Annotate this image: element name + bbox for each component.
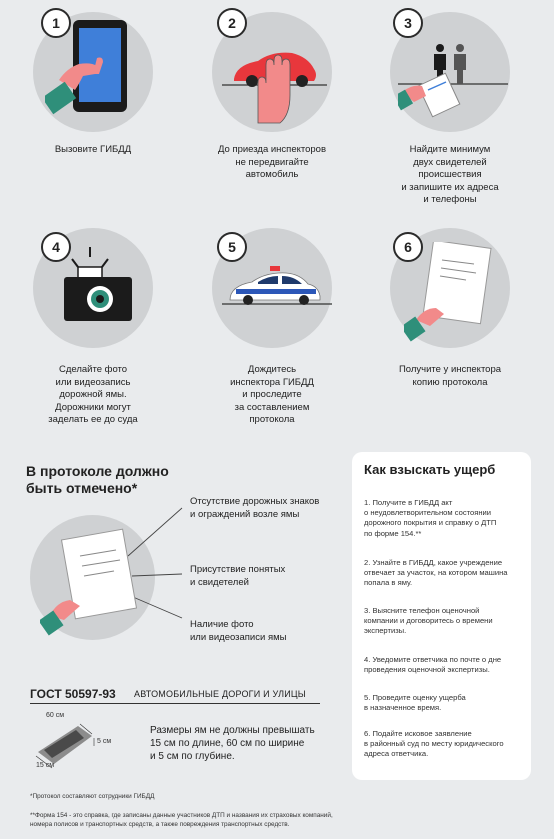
damage-item-6: 6. Подайте исковое заявление в районный суд по месту юридического адреса ответчика. (364, 729, 504, 759)
step-3-badge: 3 (393, 8, 423, 38)
gost-dim-bottom: 15 см (36, 762, 55, 769)
gost-divider (30, 703, 320, 704)
protocol-item-2: Присутствие понятых и свидетелей (190, 564, 286, 588)
step-4-badge: 4 (41, 232, 71, 262)
step-6-badge: 6 (393, 232, 423, 262)
gost-text: Размеры ям не должны превышать 15 см по длине, 60 см по ширине и 5 см по глубине. (150, 725, 315, 762)
footnote-2: **Форма 154 - это справка, где записаны данные участников ДТП и названия их страховых компаний, номера полисов и транспортных средств, а также повреждения транспортных средств. (30, 812, 333, 828)
damage-item-4: 4. Уведомите ответчика по почте о дне проведения оценочной экспертизы. (364, 655, 502, 675)
police-car-icon (222, 262, 332, 312)
witnesses-icon (398, 40, 508, 120)
step-1-badge: 1 (41, 8, 71, 38)
damage-item-3: 3. Выясните телефон оценочной компании и договоритесь о времени экспертизы. (364, 606, 493, 636)
camera-icon (58, 245, 138, 325)
step-6-text: Получите у инспектора копию протокола (398, 364, 502, 388)
footnote-1: *Протокол составляют сотрудники ГИБДД (30, 793, 155, 800)
step-5-badge: 5 (217, 232, 247, 262)
damage-item-1: 1. Получите в ГИБДД акт о неудовлетворительном состоянии дорожного покрытия и справку о ДТП по форме 154.** (364, 498, 497, 538)
damage-item-5: 5. Проведите оценку ущерба в назначенное время. (364, 693, 466, 713)
document-icon (404, 242, 504, 342)
phone-call-icon (45, 18, 145, 118)
gost-dim-side: 5 см (97, 738, 112, 745)
step-5-text: Дождитесь инспектора ГИБДД и проследите за составлением протокола (230, 364, 314, 425)
protocol-item-3: Наличие фото или видеозаписи ямы (190, 619, 287, 643)
step-4-text: Сделайте фото или видеозапись дорожной ямы. Дорожники могут заделать ее до суда (48, 364, 138, 425)
gost-dim-top: 60 см (46, 712, 65, 719)
damage-title: Как взыскать ущерб (364, 462, 496, 477)
car-stop-hand-icon (222, 35, 327, 125)
step-3-text: Найдите минимум двух свидетелей происшествия и запишите их адреса и телефоны (401, 144, 499, 205)
damage-item-2: 2. Узнайте в ГИБДД, какое учреждение отвечает за участок, на котором машина попала в яму. (364, 558, 508, 588)
step-1-text: Вызовите ГИБДД (54, 144, 132, 155)
damage-panel (352, 452, 531, 780)
gost-code: ГОСТ 50597-93 (30, 687, 116, 701)
step-2-text: До приезда инспекторов не передвигайте автомобиль (217, 144, 327, 180)
protocol-title: В протоколе должно быть отмечено* (26, 463, 169, 496)
gost-subtitle: АВТОМОБИЛЬНЫЕ ДОРОГИ И УЛИЦЫ (134, 689, 306, 699)
step-2-badge: 2 (217, 8, 247, 38)
protocol-item-1: Отсутствие дорожных знаков и ограждений возле ямы (190, 496, 320, 520)
